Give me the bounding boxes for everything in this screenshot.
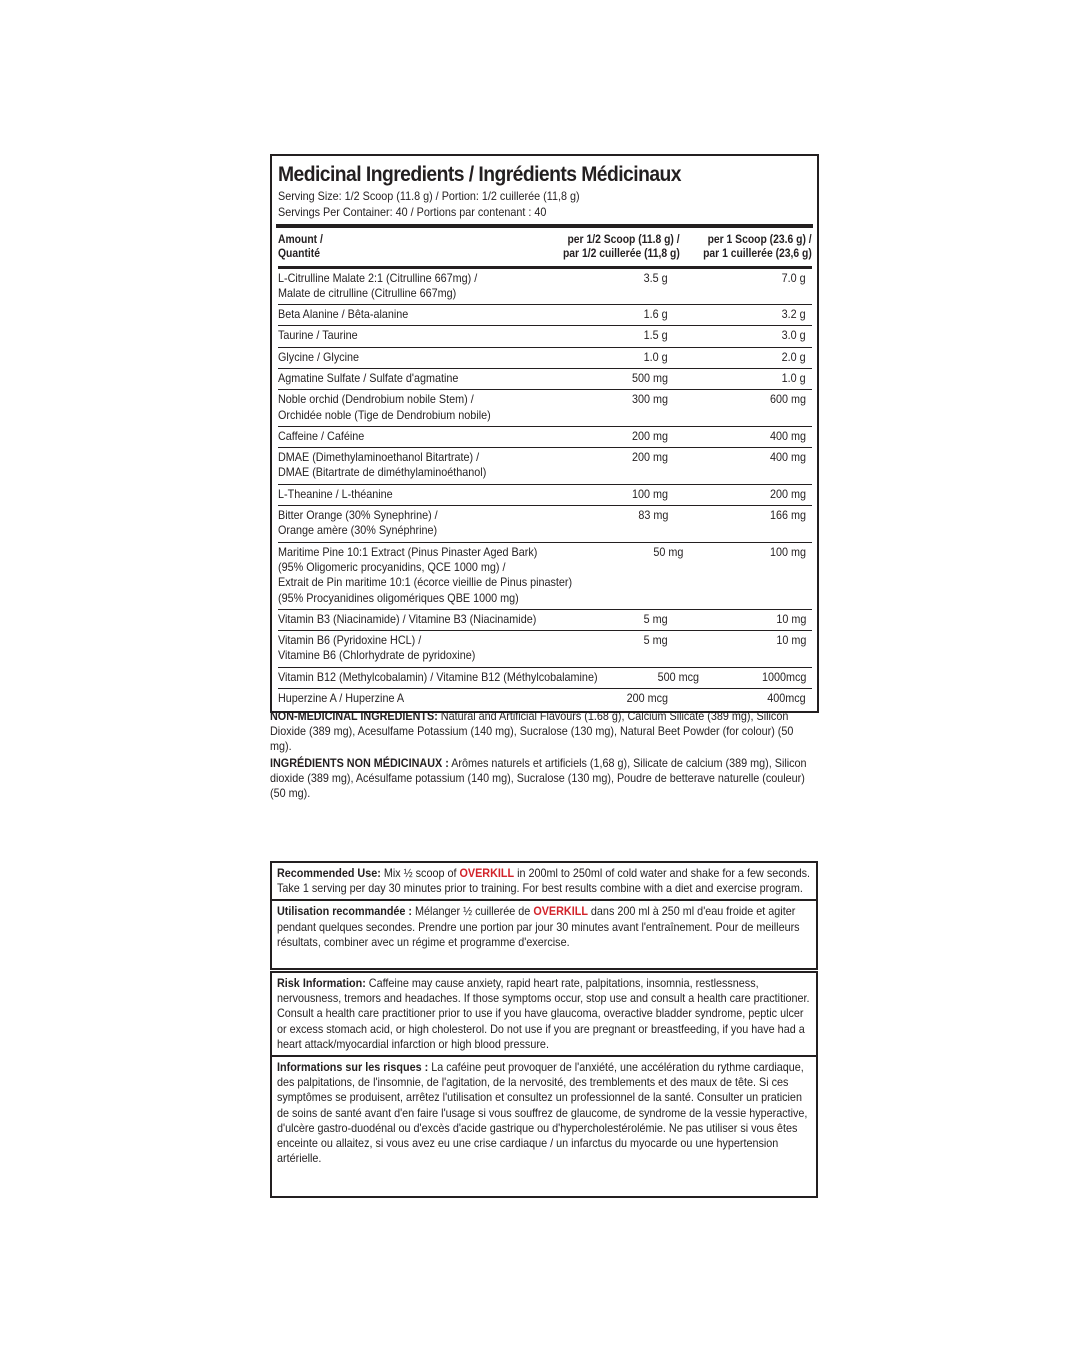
amount-per-half-scoop: 5 mg [643, 633, 668, 648]
table-row [278, 369, 812, 390]
per-half-scoop-header: per 1/2 Scoop (11.8 g) / par 1/2 cuillerée (11,8 g) [563, 233, 680, 260]
ingredient-name: L-Citrulline Malate 2:1 (Citrulline 667mg) / Malate de citrulline (Citrulline 667mg) [278, 270, 478, 300]
amount-per-full-scoop: 100 mg [769, 544, 806, 559]
divider [272, 899, 816, 901]
amount-per-full-scoop: 200 mg [769, 486, 806, 501]
non-medicinal-ingredients [270, 709, 815, 802]
ingredient-name: Bitter Orange (30% Synephrine) / Orange amère (30% Synéphrine) [278, 508, 438, 538]
amount-per-half-scoop: 500 mg [631, 370, 668, 385]
table-header [278, 231, 812, 269]
ingredient-list [278, 269, 812, 710]
amount-per-half-scoop: 200 mg [631, 428, 668, 443]
amount-per-full-scoop: 400 mg [769, 450, 806, 465]
amount-per-half-scoop: 1.5 g [643, 328, 668, 343]
ingredient-name: Taurine / Taurine [278, 328, 358, 343]
amount-per-full-scoop: 1.0 g [781, 370, 806, 385]
amount-per-full-scoop: 10 mg [775, 633, 806, 648]
table-row [278, 631, 812, 668]
ingredient-name: Glycine / Glycine [278, 349, 360, 364]
brand-name: OVERKILL [533, 904, 588, 919]
amount-per-full-scoop: 2.0 g [781, 349, 806, 364]
amount-per-half-scoop: 200 mg [631, 450, 668, 465]
ingredient-name: Agmatine Sulfate / Sulfate d'agmatine [278, 370, 459, 385]
amount-per-half-scoop: 50 mg [653, 544, 684, 559]
table-row [278, 668, 812, 689]
amount-per-full-scoop: 7.0 g [781, 270, 806, 285]
non-medicinal-en: NON-MEDICINAL INGREDIENTS: Natural and Artificial Flavours (1.68 g), Calcium Silicate (389 mg), Silicon Dioxide (389 mg), Acesulfame Potassium (140 mg), Sucralose (130 mg), Natural Beet Powder (for colour) (50 mg). [270, 709, 794, 754]
brand-name: OVERKILL [459, 866, 515, 880]
amount-per-full-scoop: 400 mg [769, 428, 806, 443]
amount-per-half-scoop: 200 mcg [626, 691, 668, 706]
table-row [278, 485, 812, 506]
recommended-use-en: Recommended Use: Mix ½ scoop of OVERKILL in 200ml to 250ml of cold water and shake for a few seconds. Take 1 serving per day 30 minutes prior to training. For best results combine with a diet and exercise program. [277, 866, 811, 896]
amount-per-half-scoop: 83 mg [637, 508, 668, 523]
divider [272, 1055, 816, 1057]
amount-header: Amount / Quantité [278, 233, 323, 260]
amount-per-half-scoop: 3.5 g [643, 270, 668, 285]
ingredient-name: L-Theanine / L-théanine [278, 486, 393, 501]
recommended-use-panel [270, 861, 818, 970]
amount-per-half-scoop: 100 mg [631, 486, 668, 501]
divider [276, 224, 813, 228]
panel-title: Medicinal Ingredients / Ingrédients Médicinaux [278, 163, 681, 186]
amount-per-full-scoop: 3.0 g [781, 328, 806, 343]
servings-per-container: Servings Per Container: 40 / Portions par contenant : 40 [278, 204, 547, 219]
amount-per-half-scoop: 1.0 g [643, 349, 668, 364]
amount-per-half-scoop: 500 mcg [657, 669, 700, 684]
ingredient-name: Vitamin B6 (Pyridoxine HCL) / Vitamine B6 (Chlorhydrate de pyridoxine) [278, 633, 476, 663]
amount-per-half-scoop: 300 mg [631, 392, 668, 407]
amount-per-full-scoop: 10 mg [775, 611, 806, 626]
table-row [278, 506, 812, 543]
ingredient-name: Noble orchid (Dendrobium nobile Stem) / Orchidée noble (Tige de Dendrobium nobile) [278, 392, 491, 422]
table-row [278, 610, 812, 631]
ingredient-name: DMAE (Dimethylaminoethanol Bitartrate) / DMAE (Bitartrate de diméthylaminoéthanol) [278, 450, 487, 480]
risk-information-panel [270, 971, 818, 1198]
risk-information-en: Risk Information: Caffeine may cause anxiety, rapid heart rate, palpitations, insomnia, restlessness, nervousness, tremors and headaches. If those symptoms occur, stop use and consult a health care practitioner. Consult a health care practitioner prior to use if you have glaucoma, overactive bladder syndrome, peptic ulcer or excess stomach acid, or high cholesterol. Do not use if you are pregnant or breastfeeding, if you have had a heart attack/myocardial infarction or high blood pressure. [277, 976, 810, 1051]
table-row [278, 269, 812, 306]
table-row [278, 326, 812, 347]
table-row [278, 689, 812, 709]
ingredient-name: Beta Alanine / Bêta-alanine [278, 307, 409, 322]
ingredient-name: Huperzine A / Huperzine A [278, 691, 405, 706]
ingredient-name: Maritime Pine 10:1 Extract (Pinus Pinaster Aged Bark) (95% Oligomeric procyanidins, QCE 1000 mg) / Extrait de Pin maritime 10:1 (écorce vieillie de Pinus pinaster) (95% Procyanidines oligomériques QBE 1000 mg) [278, 544, 573, 605]
serving-size: Serving Size: 1/2 Scoop (11.8 g) / Portion: 1/2 cuillerée (11,8 g) [278, 189, 580, 203]
ingredient-name: Vitamin B3 (Niacinamide) / Vitamine B3 (Niacinamide) [278, 611, 537, 626]
table-row [278, 427, 812, 448]
amount-per-half-scoop: 1.6 g [643, 307, 668, 322]
amount-per-full-scoop: 600 mg [769, 392, 806, 407]
per-full-scoop-header: per 1 Scoop (23.6 g) / par 1 cuillerée (23,6 g) [703, 233, 812, 260]
amount-per-half-scoop: 5 mg [643, 611, 668, 626]
ingredient-name: Vitamin B12 (Methylcobalamin) / Vitamine B12 (Méthylcobalamine) [278, 669, 598, 684]
amount-per-full-scoop: 166 mg [769, 508, 806, 523]
medicinal-ingredients-panel [270, 154, 819, 713]
table-row [278, 305, 812, 326]
amount-per-full-scoop: 3.2 g [781, 307, 806, 322]
table-row [278, 448, 812, 485]
non-medicinal-fr: INGRÉDIENTS NON MÉDICINAUX : Arômes naturels et artificiels (1,68 g), Silicate de calcium (389 mg), Silicon dioxide (389 mg), Acésulfame potassium (140 mg), Sucralose (130 mg), Poudre de betterave naturelle (couleur) (50 mg). [270, 755, 807, 801]
ingredient-name: Caffeine / Caféine [278, 428, 365, 443]
table-row [278, 390, 812, 427]
recommended-use-fr: Utilisation recommandée : Mélanger ½ cuillerée de OVERKILL dans 200 ml à 250 ml d'eau froide et agiter pendant quelques secondes. Prendre une portion par jour 30 minutes avant l'entraînement. Pour de meilleurs résultats, combiner avec un régime et programme d'exercise. [277, 904, 800, 949]
table-row [278, 543, 812, 610]
risk-information-fr: Informations sur les risques : La caféine peut provoquer de l'anxiété, une accélération du rythme cardiaque, des palpitations, de l'insomnie, de l'agitation, de la nervosité, des tremblements et des maux de tête. Si ces symptômes se produisent, arrêtez l'utilisation et consultez un professionnel de la santé. Consulter un praticien de soins de santé avant d'en faire l'usage si vous souffrez de glaucome, de syndrome de la vessie hyperactive, d'ulcère gastro-duodénal ou d'excès d'acide gastrique ou d'hypercholestérolémie. Ne pas utiliser si vous êtes enceinte ou allaitez, si vous avez eu une crise cardiaque / un infarctus du myocarde ou une hypertension artérielle. [277, 1060, 808, 1166]
amount-per-full-scoop: 1000mcg [761, 669, 806, 684]
amount-per-full-scoop: 400mcg [767, 691, 806, 706]
table-row [278, 348, 812, 369]
